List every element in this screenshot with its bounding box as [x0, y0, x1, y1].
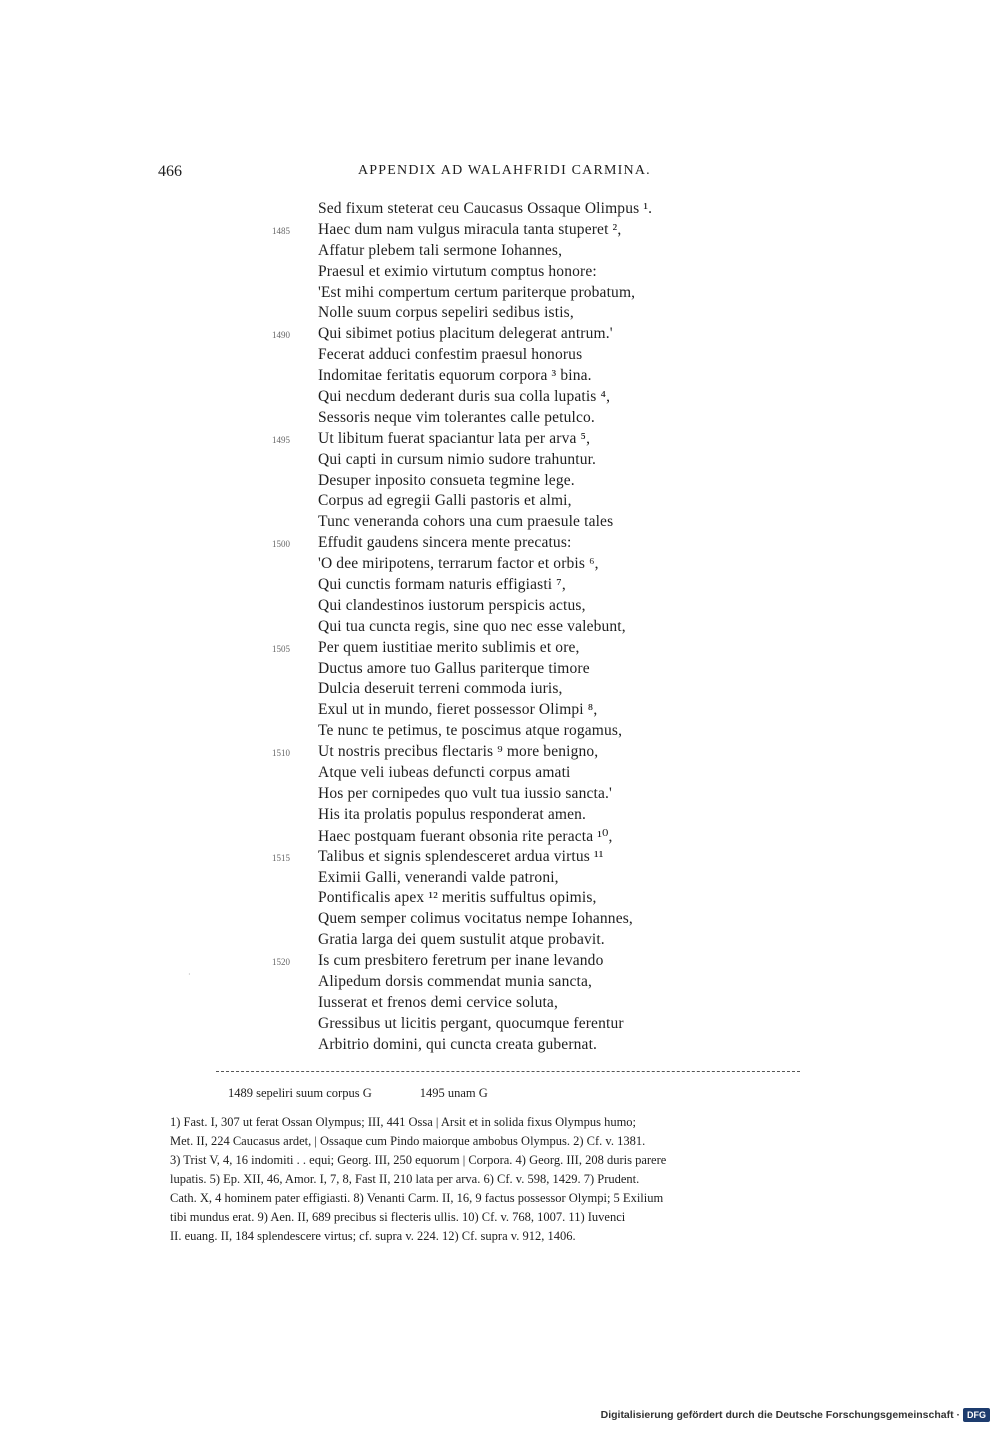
verse-line [0, 346, 1000, 367]
verse-line [0, 618, 1000, 639]
verse-text: Dulcia deseruit terreni commoda iuris, [318, 680, 563, 698]
verse-line [0, 221, 1000, 242]
verse-line [0, 1036, 1000, 1057]
dfg-logo-icon: DFG [963, 1408, 990, 1422]
verse-line [0, 994, 1000, 1015]
verse-text: Qui necdum dederant duris sua colla lupatis ⁴, [318, 388, 611, 406]
stray-mark: · [188, 970, 191, 979]
line-number: 1485 [272, 225, 290, 236]
verse-text: Sed fixum steterat ceu Caucasus Ossaque Olimpus ¹. [318, 200, 653, 217]
verse-text: Exul ut in mundo, fieret possessor Olimpi ⁸, [318, 701, 598, 719]
footnote-line: tibi mundus erat. 9) Aen. II, 689 precibus si flecteris ullis. 10) Cf. v. 768, 1007. 11) Iuvenci [170, 1210, 626, 1224]
verse-line [0, 597, 1000, 618]
verse-text: Tunc veneranda cohors una cum praesule tales [318, 513, 614, 531]
running-title: APPENDIX AD WALAHFRIDI CARMINA. [358, 163, 651, 178]
verse-line [0, 743, 1000, 764]
verse-line [0, 660, 1000, 681]
footnote-line: 3) Trist V, 4, 16 indomiti . . equi; Georg. III, 250 equorum | Corpora. 4) Georg. III, 208 duris parere [170, 1153, 667, 1167]
verse-line [0, 785, 1000, 806]
footnote-separator [216, 1071, 800, 1072]
credit-text: Digitalisierung gefördert durch die Deutsche Forschungsgemeinschaft · [600, 1409, 960, 1421]
verse-text: Praesul et eximio virtutum comptus honore: [318, 262, 597, 280]
footnote-line: Met. II, 224 Caucasus ardet, | Ossaque cum Pindo maiorque ambobus Olympus. 2) Cf. v. 1381. [170, 1134, 646, 1148]
verse-line [0, 848, 1000, 869]
verse-line [0, 388, 1000, 409]
verse-line [0, 722, 1000, 743]
verse-text: Affatur plebem tali sermone Iohannes, [318, 241, 563, 259]
line-number: 1520 [272, 957, 290, 968]
line-number: 1500 [272, 539, 290, 550]
verse-text: Qui sibimet potius placitum delegerat antrum.' [318, 325, 613, 343]
verse-text: Eximii Galli, venerandi valde patroni, [318, 868, 559, 886]
verse-text: Qui capti in cursum nimio sudore trahuntur. [318, 450, 597, 468]
verse-line [0, 367, 1000, 388]
verse-line [0, 534, 1000, 555]
verse-text: Effudit gaudens sincera mente precatus: [318, 534, 572, 552]
verse-text: Qui clandestinos iustorum perspicis actus, [318, 596, 586, 614]
variant-reading: 1489 sepeliri suum corpus G [228, 1086, 372, 1100]
verse-text: Atque veli iubeas defuncti corpus amati [318, 764, 571, 782]
verse-line [0, 639, 1000, 660]
verse-line [0, 263, 1000, 284]
verse-text: Gressibus ut licitis pergant, quocumque ferentur [318, 1014, 624, 1032]
verse-line [0, 952, 1000, 973]
verse-text: Gratia larga dei quem sustulit atque probavit. [318, 931, 605, 949]
footnote-line: II. euang. II, 184 splendescere virtus; cf. supra v. 224. 12) Cf. supra v. 912, 1406. [170, 1229, 576, 1243]
verse-line [0, 889, 1000, 910]
verse-text: Haec dum nam vulgus miracula tanta stuperet ², [318, 220, 622, 238]
verse-text: Indomitae feritatis equorum corpora ³ bina. [318, 367, 592, 385]
verse-text: Per quem iustitiae merito sublimis et ore, [318, 638, 580, 656]
verse-line [0, 910, 1000, 931]
verse-line [0, 513, 1000, 534]
verse-text: Haec postquam fuerant obsonia rite peracta ¹⁰, [318, 827, 613, 845]
verse-line [0, 409, 1000, 430]
verse-text: 'Est mihi compertum certum pariterque probatum, [318, 283, 636, 301]
verse-text: His ita prolatis populus responderat amen. [318, 805, 587, 823]
verse-line [0, 764, 1000, 785]
verse-text: Sessoris neque vim tolerantes calle petulco. [318, 408, 595, 426]
verse-text: Fecerat adduci confestim praesul honorus [318, 346, 583, 364]
line-number: 1510 [272, 748, 290, 759]
verse-text: Desuper inposito consueta tegmine lege. [318, 471, 575, 489]
verse-line [0, 325, 1000, 346]
verse-text: Ut nostris precibus flectaris ⁹ more benigno, [318, 743, 599, 761]
verse-text: Qui tua cuncta regis, sine quo nec esse valebunt, [318, 617, 626, 635]
verse-line [0, 492, 1000, 513]
verse-text: Iusserat et frenos demi cervice soluta, [318, 993, 558, 1011]
verse-text: Pontificalis apex ¹² meritis suffultus opimis, [318, 889, 597, 907]
line-number: 1495 [272, 434, 290, 445]
verse-line [0, 200, 1000, 221]
line-number: 1490 [272, 330, 290, 341]
verse-line [0, 827, 1000, 848]
verse-line [0, 472, 1000, 493]
verse-line [0, 973, 1000, 994]
verse-line [0, 430, 1000, 451]
verse-text: Quem semper colimus vocitatus nempe Iohannes, [318, 910, 633, 928]
verse-text: Hos per cornipedes quo vult tua iussio sancta.' [318, 784, 612, 802]
apparatus-variants [228, 1086, 536, 1101]
line-number: 1515 [272, 852, 290, 863]
verse-line [0, 284, 1000, 305]
page-number: 466 [158, 163, 182, 180]
verse-text: Talibus et signis splendesceret ardua virtus ¹¹ [318, 847, 604, 865]
verse-text: Te nunc te petimus, te poscimus atque rogamus, [318, 722, 623, 740]
digitization-credit [601, 1408, 990, 1422]
footnote-line: Cath. X, 4 hominem pater effigiasti. 8) Venanti Carm. II, 16, 9 factus possessor Olympi; 5 Exilium [170, 1191, 664, 1205]
footnote-line: lupatis. 5) Ep. XII, 46, Amor. I, 7, 8, Fast II, 210 lata per arva. 6) Cf. v. 598, 1429. 7) Prudent. [170, 1172, 640, 1186]
verse-block [0, 200, 1000, 1057]
verse-line [0, 242, 1000, 263]
verse-line [0, 451, 1000, 472]
line-number: 1505 [272, 643, 290, 654]
verse-text: Is cum presbitero feretrum per inane levando [318, 952, 604, 970]
verse-text: Ut libitum fuerat spaciantur lata per arva ⁵, [318, 429, 591, 447]
verse-text: Alipedum dorsis commendat munia sancta, [318, 972, 593, 990]
verse-line [0, 576, 1000, 597]
verse-text: 'O dee miripotens, terrarum factor et orbis ⁶, [318, 555, 599, 573]
verse-text: Ductus amore tuo Gallus pariterque timore [318, 659, 590, 677]
verse-text: Qui cunctis formam naturis effigiasti ⁷, [318, 576, 566, 594]
page-header [0, 163, 1000, 187]
verse-line [0, 701, 1000, 722]
verse-line [0, 555, 1000, 576]
verse-text: Arbitrio domini, qui cuncta creata gubernat. [318, 1035, 598, 1053]
verse-line [0, 304, 1000, 325]
verse-text: Corpus ad egregii Galli pastoris et almi, [318, 492, 572, 510]
verse-line [0, 869, 1000, 890]
variant-reading: 1495 unam G [419, 1086, 488, 1100]
verse-line [0, 931, 1000, 952]
verse-line [0, 806, 1000, 827]
verse-text: Nolle suum corpus sepeliri sedibus istis, [318, 304, 574, 322]
footnotes [170, 1113, 842, 1246]
footnote-line: 1) Fast. I, 307 ut ferat Ossan Olympus; III, 441 Ossa | Arsit et in solida fixus Olympus humo; [170, 1115, 637, 1129]
verse-line [0, 1015, 1000, 1036]
verse-line [0, 680, 1000, 701]
